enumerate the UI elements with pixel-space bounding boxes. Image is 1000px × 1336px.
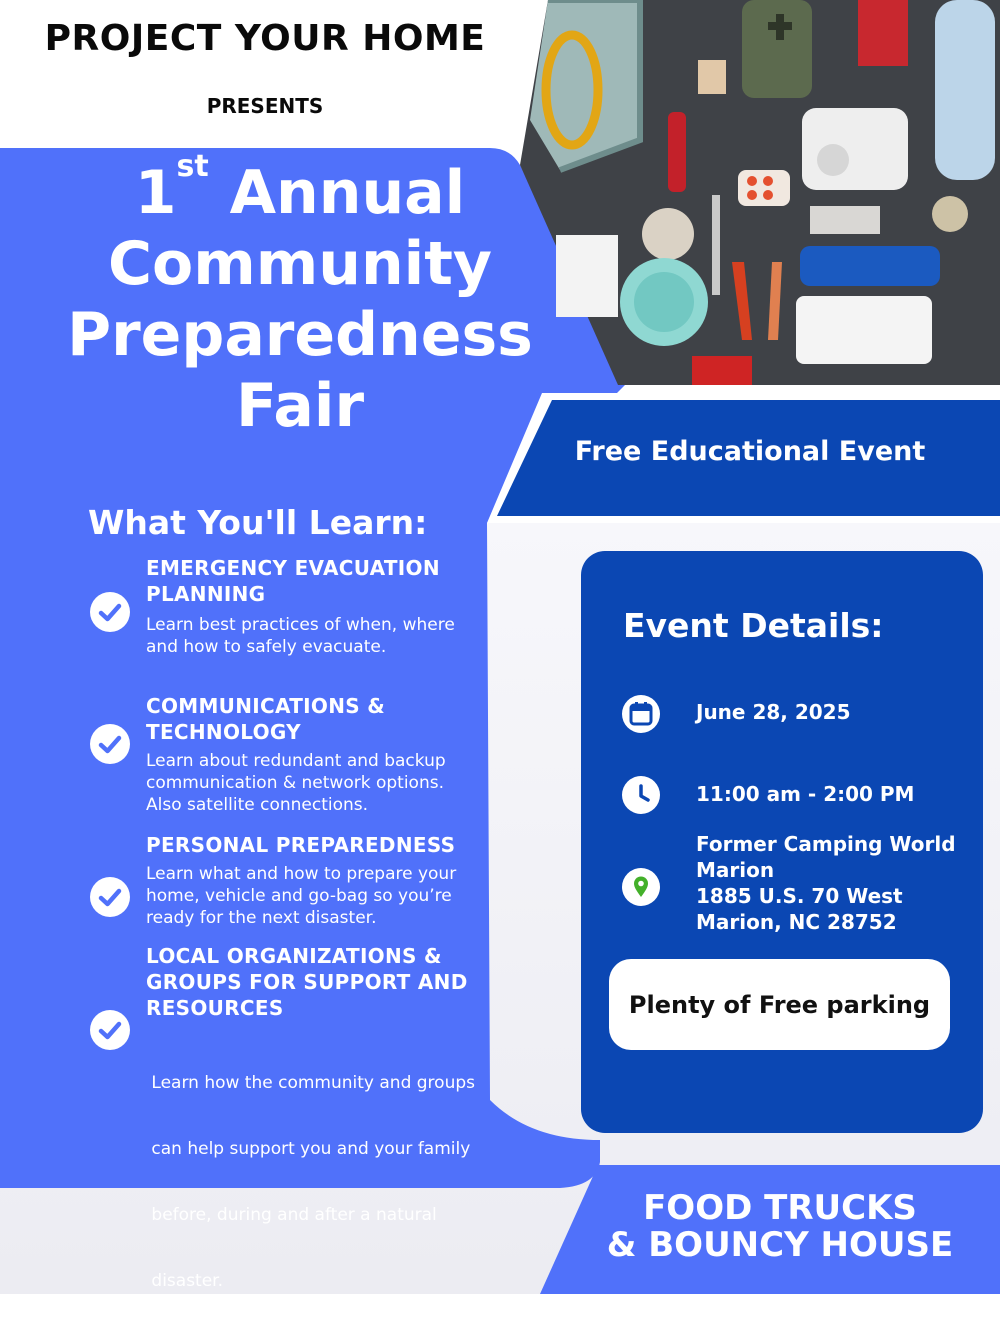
- event-location: [696, 831, 956, 935]
- location-line: Marion, NC 28752: [696, 910, 897, 934]
- description-line: Learn how the community and groups: [146, 1073, 475, 1093]
- title-ordinal-suffix: st: [176, 149, 209, 184]
- title-line-2: Community: [107, 229, 493, 299]
- heading-line: PLANNING: [146, 582, 266, 606]
- title-line-3: Preparedness: [67, 300, 533, 370]
- title-line-1: [40, 149, 560, 229]
- location-line: Former Camping World: [696, 832, 956, 856]
- learn-item-heading: [146, 555, 546, 607]
- learn-item-description: [146, 750, 556, 816]
- title-word-annual: Annual: [229, 158, 466, 228]
- clock-icon: [622, 776, 660, 814]
- learn-item-description: [146, 1028, 556, 1336]
- presents-label: PRESENTS: [206, 94, 324, 118]
- description-line: can help support you and your family: [146, 1139, 471, 1159]
- description-line: home, vehicle and go-bag so you’re: [146, 886, 452, 906]
- learn-heading: What You'll Learn:: [88, 503, 428, 542]
- description-line: Learn what and how to prepare your: [146, 864, 457, 884]
- check-circle-icon: [90, 724, 130, 764]
- description-line: ready for the next disaster.: [146, 908, 377, 928]
- parking-note: Plenty of Free parking: [609, 959, 950, 1050]
- location-line: Marion: [696, 858, 775, 882]
- learn-item-heading: [146, 943, 546, 1021]
- heading-line: COMMUNICATIONS &: [146, 694, 385, 718]
- learn-item-description: [146, 614, 556, 658]
- map-pin-icon: [622, 868, 660, 906]
- check-circle-icon: [90, 877, 130, 917]
- footer-line: & BOUNCY HOUSE: [606, 1225, 954, 1265]
- event-time: 11:00 am - 2:00 PM: [696, 782, 915, 806]
- description-line: Also satellite connections.: [146, 795, 369, 815]
- event-details-heading: Event Details:: [623, 606, 884, 645]
- title-ordinal-number: 1: [134, 158, 177, 228]
- learn-item-heading: [146, 693, 546, 745]
- check-circle-icon: [90, 1010, 130, 1050]
- free-event-banner: Free Educational Event: [574, 436, 926, 467]
- heading-line: RESOURCES: [146, 996, 284, 1020]
- description-line: Learn about redundant and backup: [146, 751, 446, 771]
- description-line: and how to safely evacuate.: [146, 637, 387, 657]
- calendar-icon: [622, 695, 660, 733]
- description-line: disaster.: [146, 1271, 224, 1291]
- description-line: before, during and after a natural: [146, 1205, 437, 1225]
- check-circle-icon: [90, 592, 130, 632]
- title-line-4: Fair: [235, 371, 365, 441]
- heading-line: EMERGENCY EVACUATION: [146, 556, 440, 580]
- description-line: Learn best practices of when, where: [146, 615, 455, 635]
- heading-line: LOCAL ORGANIZATIONS &: [146, 944, 442, 968]
- event-title: [40, 149, 560, 442]
- organization-name: PROJECT YOUR HOME: [44, 18, 486, 59]
- description-line: communication & network options.: [146, 773, 444, 793]
- learn-item-description: [146, 863, 556, 929]
- heading-line: PERSONAL PREPAREDNESS: [146, 833, 456, 857]
- heading-line: GROUPS FOR SUPPORT AND: [146, 970, 468, 994]
- heading-line: TECHNOLOGY: [146, 720, 301, 744]
- footer-line: FOOD TRUCKS: [643, 1188, 917, 1228]
- location-line: 1885 U.S. 70 West: [696, 884, 903, 908]
- food-trucks-bouncy-house: [575, 1190, 985, 1264]
- learn-item-heading: [146, 832, 546, 858]
- event-date: June 28, 2025: [696, 700, 851, 724]
